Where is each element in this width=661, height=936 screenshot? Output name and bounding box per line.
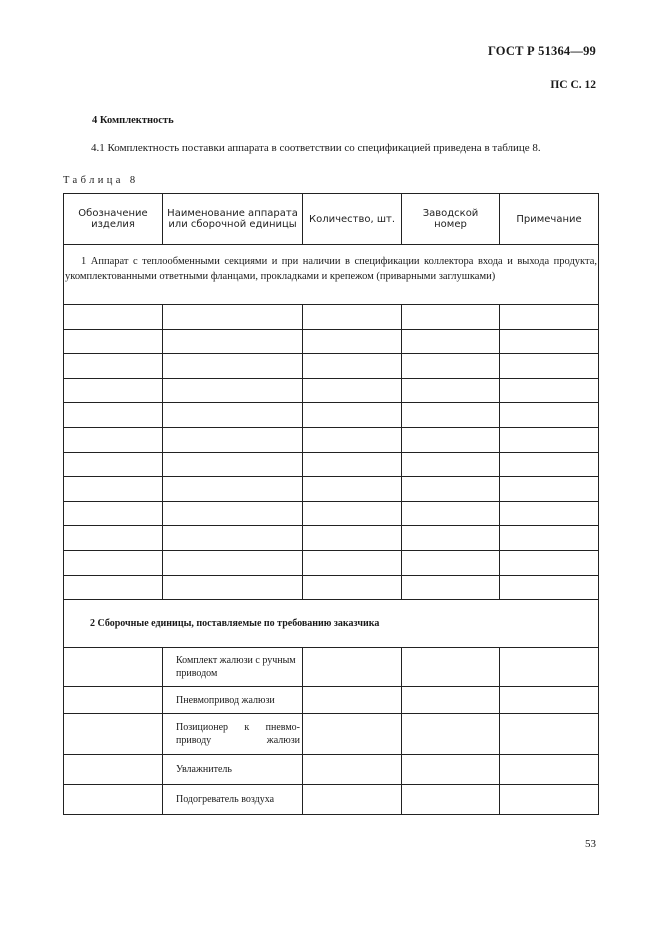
table-cell bbox=[500, 378, 599, 403]
table-label: Таблица 8 bbox=[63, 175, 139, 186]
table-row bbox=[64, 785, 599, 815]
table-cell bbox=[500, 329, 599, 354]
column-header-note: Примечание bbox=[500, 194, 599, 245]
table-cell bbox=[500, 687, 599, 714]
table-cell bbox=[402, 329, 500, 354]
table-row bbox=[64, 427, 599, 452]
table-cell bbox=[163, 427, 303, 452]
table-cell bbox=[303, 648, 402, 687]
table-cell bbox=[402, 452, 500, 477]
group-2-cell bbox=[64, 600, 599, 648]
table-cell bbox=[303, 755, 402, 785]
column-header-serial-number: Заводской номер bbox=[402, 194, 500, 245]
table-cell bbox=[500, 452, 599, 477]
item-name: Позиционер к пневмо-приводу жалюзи bbox=[163, 714, 303, 755]
table-cell bbox=[64, 477, 163, 502]
table-cell bbox=[163, 452, 303, 477]
table-cell bbox=[163, 501, 303, 526]
table-cell bbox=[402, 378, 500, 403]
table-cell bbox=[163, 526, 303, 551]
item-name: Увлажнитель bbox=[163, 755, 303, 785]
table-cell bbox=[500, 354, 599, 379]
table-cell bbox=[64, 329, 163, 354]
group-1-row bbox=[64, 245, 599, 305]
page-reference: ПС С. 12 bbox=[550, 79, 596, 91]
document-code: ГОСТ Р 51364—99 bbox=[487, 44, 596, 58]
table-cell bbox=[500, 403, 599, 428]
table-cell bbox=[163, 477, 303, 502]
table-cell bbox=[500, 755, 599, 785]
table-cell bbox=[163, 403, 303, 428]
table-cell bbox=[402, 526, 500, 551]
table-cell bbox=[64, 501, 163, 526]
table-cell bbox=[303, 354, 402, 379]
table-row bbox=[64, 755, 599, 785]
group-2-row bbox=[64, 600, 599, 648]
table-cell bbox=[64, 378, 163, 403]
table-cell bbox=[163, 354, 303, 379]
table-cell bbox=[500, 477, 599, 502]
table-row bbox=[64, 648, 599, 687]
table-row bbox=[64, 305, 599, 330]
group-1-cell bbox=[64, 245, 599, 305]
table-cell bbox=[402, 403, 500, 428]
table-cell bbox=[500, 648, 599, 687]
table-row bbox=[64, 403, 599, 428]
item-name: Подогреватель воздуха bbox=[163, 785, 303, 815]
table-cell bbox=[303, 550, 402, 575]
table-cell bbox=[402, 477, 500, 502]
table-cell bbox=[64, 403, 163, 428]
table-cell bbox=[402, 550, 500, 575]
table-cell bbox=[303, 427, 402, 452]
table-cell bbox=[500, 526, 599, 551]
table-row bbox=[64, 329, 599, 354]
table-cell bbox=[402, 501, 500, 526]
table-row bbox=[64, 477, 599, 502]
table-cell bbox=[303, 501, 402, 526]
table-cell bbox=[303, 526, 402, 551]
table-row bbox=[64, 354, 599, 379]
table-cell bbox=[303, 329, 402, 354]
table-cell bbox=[303, 785, 402, 815]
table-cell bbox=[64, 354, 163, 379]
table-cell bbox=[500, 305, 599, 330]
table-cell bbox=[64, 305, 163, 330]
column-header-name: Наименование аппарата или сборочной единицы bbox=[163, 194, 303, 245]
table-cell bbox=[500, 785, 599, 815]
table-cell bbox=[64, 785, 163, 815]
table-header-row bbox=[64, 194, 599, 245]
table-row bbox=[64, 687, 599, 714]
table-cell bbox=[402, 648, 500, 687]
table-cell bbox=[402, 575, 500, 600]
group-2-title: 2 Сборочные единицы, поставляемые по требованию заказчика bbox=[90, 618, 380, 630]
table-cell bbox=[64, 755, 163, 785]
table-cell bbox=[64, 452, 163, 477]
table-cell bbox=[402, 755, 500, 785]
table-cell bbox=[64, 687, 163, 714]
table-cell bbox=[303, 403, 402, 428]
table-cell bbox=[500, 501, 599, 526]
table-cell bbox=[402, 687, 500, 714]
table-cell bbox=[303, 378, 402, 403]
table-cell bbox=[402, 427, 500, 452]
table-cell bbox=[64, 575, 163, 600]
table-cell bbox=[402, 305, 500, 330]
table-cell bbox=[163, 329, 303, 354]
column-header-designation: Обозначение изделия bbox=[64, 194, 163, 245]
table-row bbox=[64, 526, 599, 551]
table-cell bbox=[402, 714, 500, 755]
table-cell bbox=[303, 477, 402, 502]
table-cell bbox=[500, 714, 599, 755]
group-1-title: 1 Аппарат с теплообменными секциями и при наличии в спецификации коллектора входа и выхода продукта, укомплектованными ответными фланцами, прокладками и крепежом (приварными заглушками) bbox=[65, 256, 597, 282]
table-cell bbox=[64, 427, 163, 452]
table-cell bbox=[303, 714, 402, 755]
table-row bbox=[64, 378, 599, 403]
table-cell bbox=[64, 550, 163, 575]
table-cell bbox=[64, 714, 163, 755]
table-cell bbox=[303, 452, 402, 477]
section-title: 4 Комплектность bbox=[92, 115, 174, 126]
column-header-quantity: Количество, шт. bbox=[303, 194, 402, 245]
item-name: Пневмопривод жалюзи bbox=[163, 687, 303, 714]
table-cell bbox=[64, 526, 163, 551]
table-cell bbox=[303, 687, 402, 714]
table-cell bbox=[163, 378, 303, 403]
table-cell bbox=[163, 575, 303, 600]
page-number: 53 bbox=[585, 838, 596, 850]
table-cell bbox=[303, 305, 402, 330]
table-cell bbox=[64, 648, 163, 687]
table-row bbox=[64, 714, 599, 755]
table-cell bbox=[500, 575, 599, 600]
table-cell bbox=[163, 550, 303, 575]
specification-table bbox=[63, 193, 599, 815]
table-cell bbox=[500, 427, 599, 452]
table-row bbox=[64, 550, 599, 575]
table-cell bbox=[303, 575, 402, 600]
table-cell bbox=[500, 550, 599, 575]
table-row bbox=[64, 575, 599, 600]
table-row bbox=[64, 501, 599, 526]
table-row bbox=[64, 452, 599, 477]
table-cell bbox=[163, 305, 303, 330]
table-cell bbox=[402, 354, 500, 379]
section-paragraph: 4.1 Комплектность поставки аппарата в соответствии со спецификацией приведена в таблице 8. bbox=[91, 142, 541, 154]
item-name: Комплект жалюзи с ручным приводом bbox=[163, 648, 303, 687]
table-cell bbox=[402, 785, 500, 815]
